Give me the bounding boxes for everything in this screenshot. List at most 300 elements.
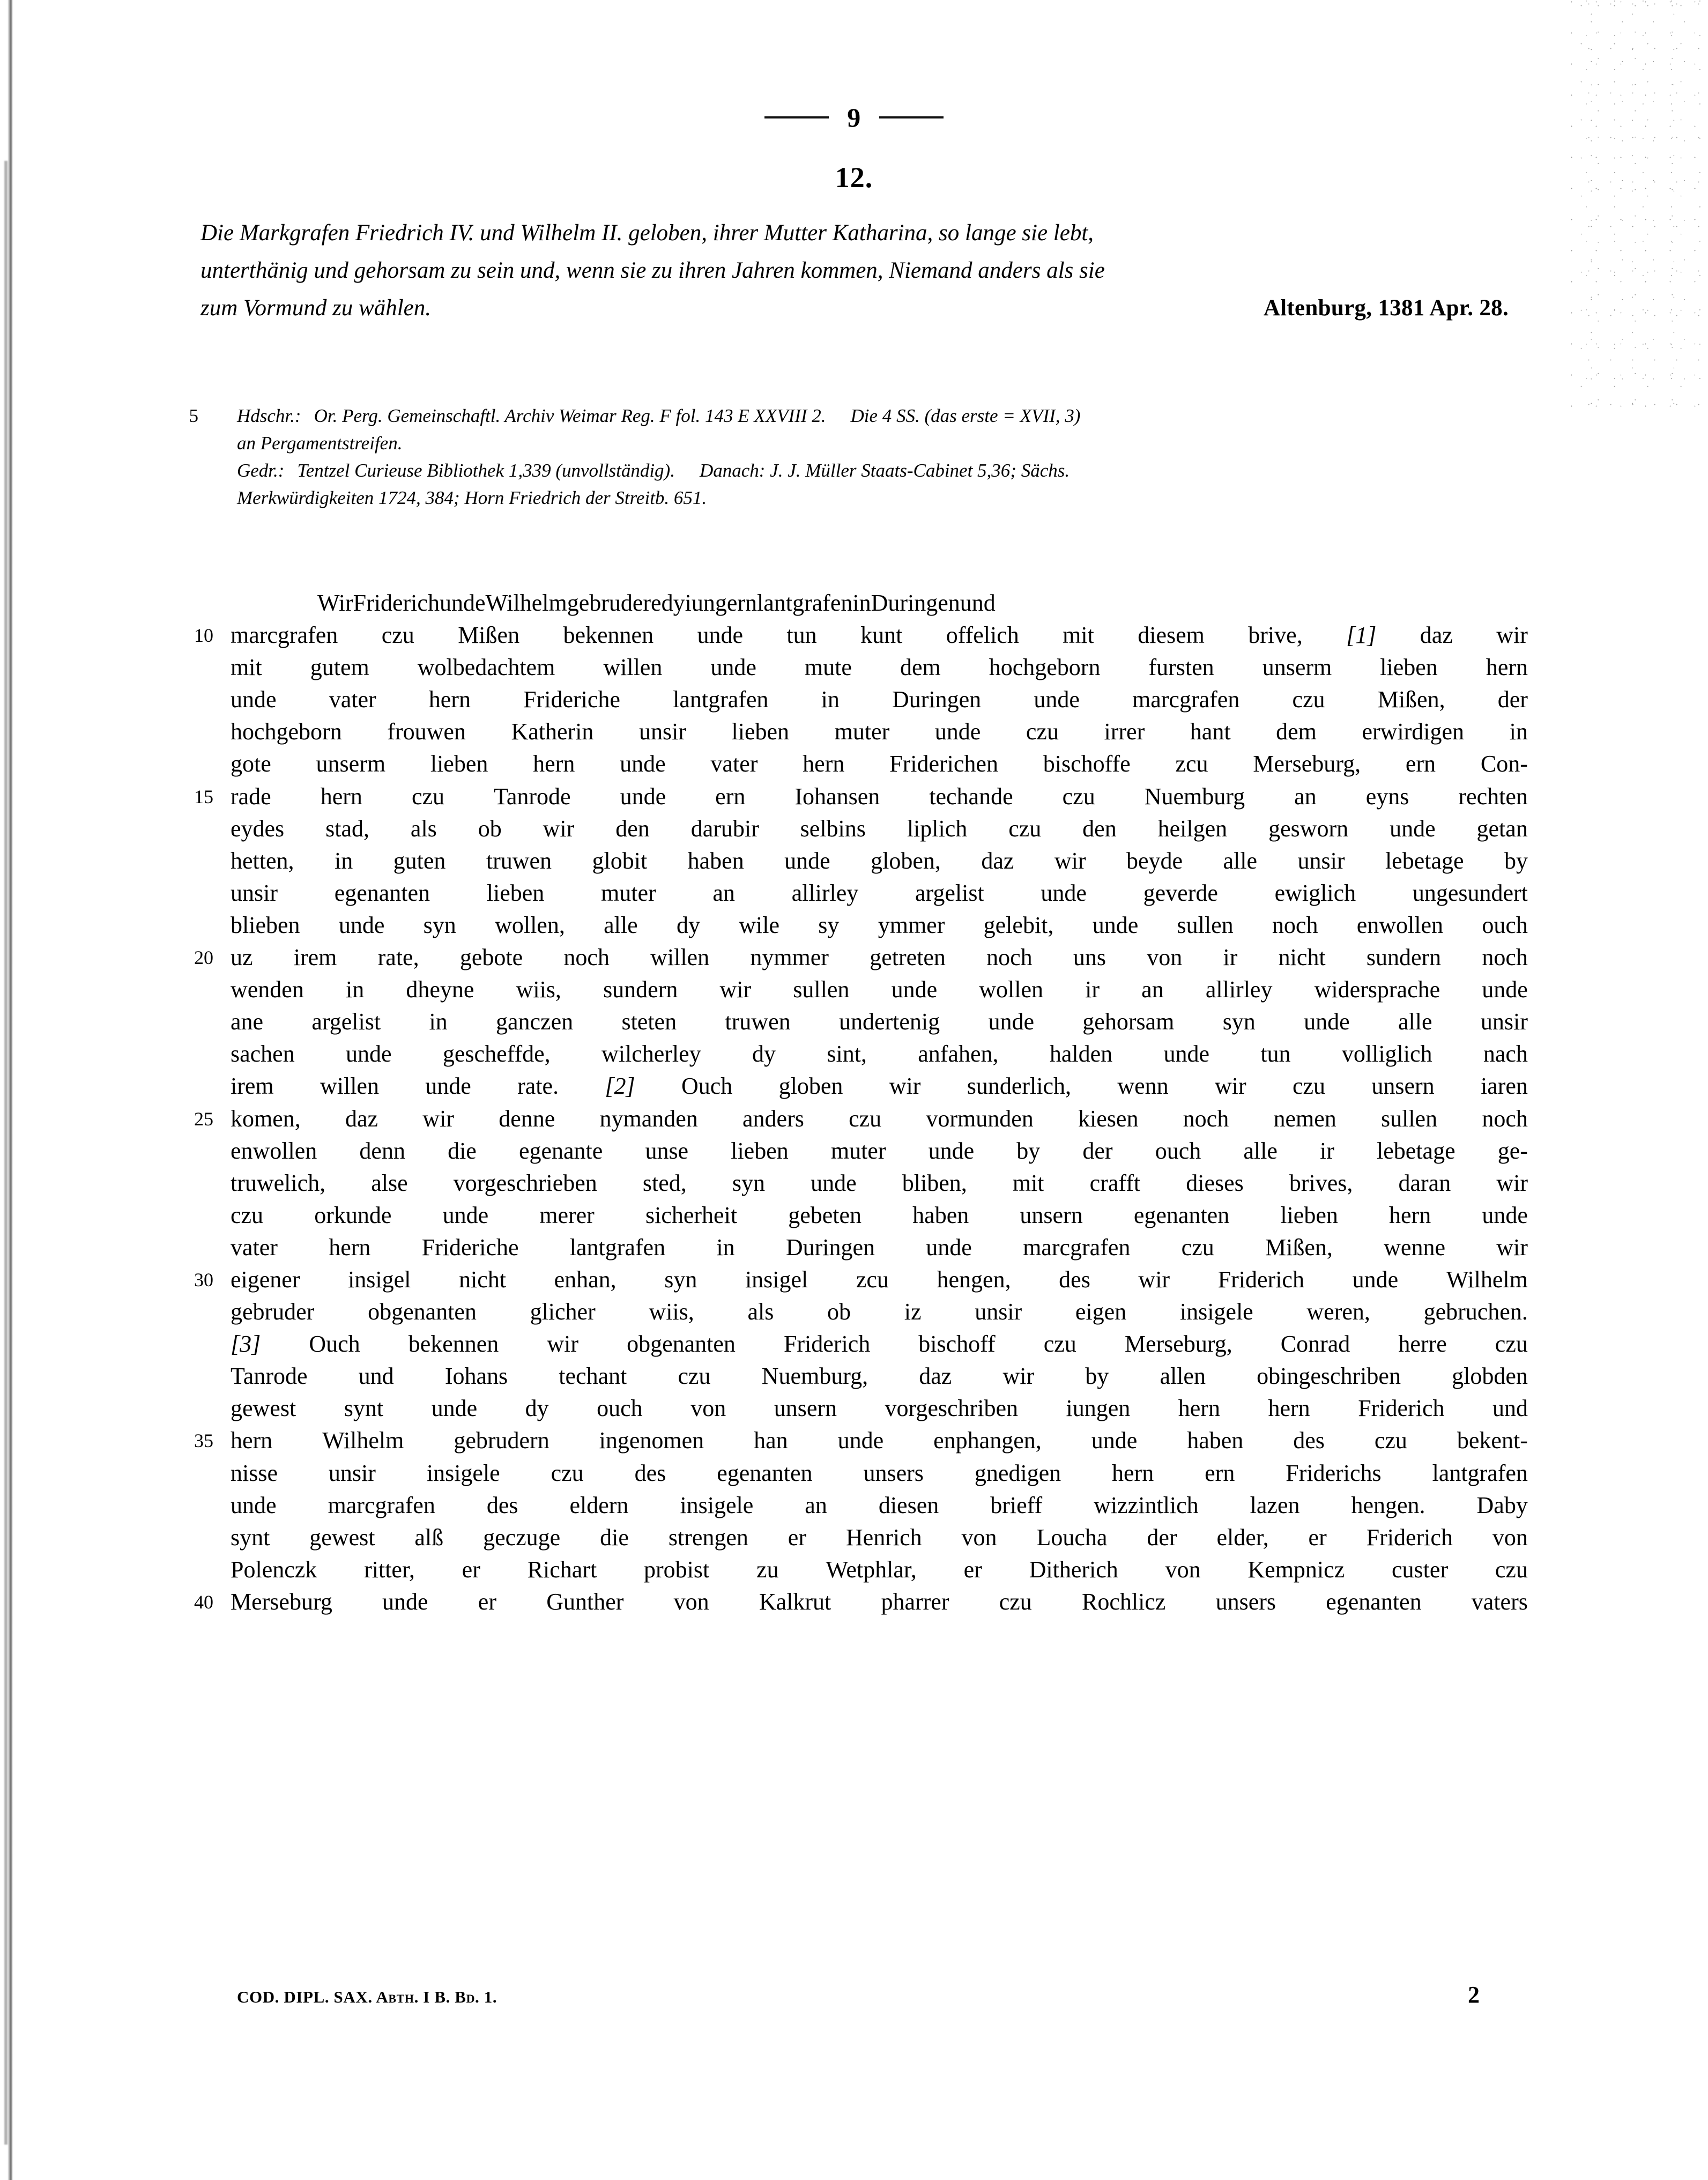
regest-line-2: unterthänig und gehorsam zu sein und, wenn sie zu ihren Jahren kommen, Niemand anders als sie xyxy=(200,258,1105,283)
word: synt xyxy=(231,1524,270,1551)
word: czu xyxy=(1008,815,1042,842)
word: hern xyxy=(803,751,845,777)
source-apparatus xyxy=(177,402,1512,511)
word: iz xyxy=(904,1299,922,1325)
regest-line-1: Die Markgrafen Friedrich IV. und Wilhelm II. geloben, ihrer Mutter Katharina, so lange sie lebt, xyxy=(200,220,1094,246)
word: techande xyxy=(929,783,1013,810)
word: wir xyxy=(1002,1363,1035,1390)
word: Frideriche xyxy=(421,1234,519,1260)
word: Tanrode xyxy=(494,783,571,810)
word: bischoffe xyxy=(1043,751,1131,777)
word: unde xyxy=(442,1202,489,1228)
word: hern xyxy=(533,751,575,777)
word: haben xyxy=(912,1202,969,1228)
word: mit xyxy=(1012,1169,1044,1196)
word: kunt xyxy=(860,622,903,649)
word: wilcherley xyxy=(601,1041,701,1067)
word: an xyxy=(1141,976,1164,1003)
page-footer xyxy=(177,1981,1528,2008)
word: czu xyxy=(1374,1427,1407,1454)
charter-line-text xyxy=(231,941,1528,974)
word: argelist xyxy=(311,1009,381,1035)
word: marcgrafen xyxy=(231,622,338,649)
scan-edge-artifact xyxy=(8,0,13,2180)
word: unsir xyxy=(1297,847,1345,874)
word: frouwen xyxy=(387,718,466,745)
charter-line-number: 30 xyxy=(194,1269,213,1291)
word: synt xyxy=(344,1395,384,1422)
charter-line-text xyxy=(231,1264,1528,1296)
word: wenn xyxy=(1117,1073,1169,1100)
word: des xyxy=(486,1492,518,1518)
word: wir xyxy=(1214,1073,1246,1100)
word: selbins xyxy=(800,815,866,842)
word: halden xyxy=(1049,1041,1113,1067)
charter-line xyxy=(177,1296,1528,1328)
section-marker: [3] xyxy=(231,1331,261,1358)
word: unde xyxy=(811,1169,857,1196)
word: iungern xyxy=(685,590,757,616)
word: lazen xyxy=(1250,1492,1300,1518)
word: geczuge xyxy=(483,1524,561,1551)
word: iaren xyxy=(1480,1073,1528,1100)
word: ir xyxy=(1085,976,1100,1003)
charter-line-text xyxy=(231,619,1528,651)
word: Duringen xyxy=(892,686,982,713)
word: truwen xyxy=(725,1009,791,1035)
word: unde xyxy=(1352,1266,1399,1293)
word: ritter, xyxy=(364,1556,415,1583)
word: denn xyxy=(359,1137,405,1164)
word: sint, xyxy=(827,1041,867,1067)
word: lieben xyxy=(430,751,488,777)
word: unde xyxy=(1390,815,1436,842)
word: unsern xyxy=(1020,1202,1083,1228)
word: Ouch xyxy=(309,1331,360,1358)
word: ane xyxy=(231,1009,264,1035)
running-head xyxy=(0,102,1708,133)
word: unsern xyxy=(774,1395,837,1422)
word: Polenczk xyxy=(231,1556,317,1583)
word: gebrudern xyxy=(454,1427,549,1454)
word: unde xyxy=(231,1492,277,1518)
word: unde xyxy=(1034,686,1080,713)
charter-text xyxy=(177,587,1528,1618)
word: lieben xyxy=(731,1137,789,1164)
word: vorgeschriben xyxy=(885,1395,1018,1422)
word: globden xyxy=(1452,1363,1528,1390)
word: zu xyxy=(756,1556,779,1583)
issue-place-and-date: Altenburg, 1381 Apr. 28. xyxy=(1263,295,1509,321)
word: vater xyxy=(231,1234,278,1260)
charter-line xyxy=(177,781,1528,813)
word: Rochlicz xyxy=(1081,1588,1166,1615)
charter-line-text xyxy=(231,974,1528,1006)
word: vater xyxy=(710,751,758,777)
word: sicherheit xyxy=(645,1202,738,1228)
word: strengen xyxy=(668,1524,748,1551)
word: unde xyxy=(425,1073,471,1100)
word: ern xyxy=(1205,1459,1235,1486)
word: gote xyxy=(231,751,271,777)
word: gewest xyxy=(309,1524,375,1551)
word: von xyxy=(690,1395,726,1422)
rule-left-icon xyxy=(764,116,829,118)
word: brieff xyxy=(990,1492,1043,1518)
word: probist xyxy=(644,1556,710,1583)
word: eigen xyxy=(1075,1299,1127,1325)
word: hern xyxy=(1389,1202,1431,1228)
word: Nuemburg, xyxy=(761,1363,868,1390)
word: irrer xyxy=(1104,718,1145,745)
word: unde xyxy=(837,1427,884,1454)
word: wenne xyxy=(1384,1234,1445,1260)
word: offelich xyxy=(946,622,1019,649)
word: wir xyxy=(1138,1266,1170,1293)
word: czu xyxy=(1181,1234,1214,1260)
word: in xyxy=(334,847,353,874)
word: uz xyxy=(231,944,253,971)
word: by xyxy=(1504,847,1528,874)
word: unde xyxy=(231,686,277,713)
charter-line-text xyxy=(231,781,1528,813)
charter-line-number: 40 xyxy=(194,1591,213,1613)
charter-line xyxy=(177,845,1528,877)
word: Kalkrut xyxy=(759,1588,831,1615)
word: dem xyxy=(900,654,941,681)
word: sachen xyxy=(231,1041,295,1067)
word: lantgrafen xyxy=(1432,1459,1528,1486)
word: unde xyxy=(1482,976,1528,1003)
word: gewest xyxy=(231,1395,296,1422)
word: vormunden xyxy=(926,1105,1034,1132)
word: willen xyxy=(320,1073,379,1100)
charter-line-text xyxy=(231,716,1528,748)
word: insigele xyxy=(1179,1299,1253,1325)
word: lebetage xyxy=(1377,1137,1455,1164)
charter-line xyxy=(177,1199,1528,1232)
charter-line-text xyxy=(231,748,1528,780)
word: er xyxy=(462,1556,480,1583)
word: Ouch xyxy=(681,1073,733,1100)
word: Loucha xyxy=(1036,1524,1108,1551)
word: sullen xyxy=(1177,911,1234,938)
word: Mißen, xyxy=(1265,1234,1333,1260)
word: eyns xyxy=(1365,783,1409,810)
word: gebote xyxy=(459,944,523,971)
word: wir xyxy=(1496,622,1528,649)
word: unde xyxy=(1304,1009,1350,1035)
apparatus-row-hdschr-cont xyxy=(177,429,1512,457)
word: diesem xyxy=(1138,622,1205,649)
word: fursten xyxy=(1148,654,1214,681)
word: als xyxy=(747,1299,774,1325)
word: hern xyxy=(1268,1395,1310,1422)
word: egenante xyxy=(518,1137,603,1164)
charter-line xyxy=(177,1232,1528,1264)
charter-line-text xyxy=(231,1167,1528,1199)
section-marker: [1] xyxy=(1346,622,1377,649)
word: noch xyxy=(1183,1105,1229,1132)
regest-tail-row xyxy=(200,290,1509,327)
word: steten xyxy=(621,1009,677,1035)
word: insigel xyxy=(745,1266,808,1293)
word: des xyxy=(1059,1266,1090,1293)
word: irem xyxy=(293,944,337,971)
word: czu xyxy=(1026,718,1059,745)
word: getreten xyxy=(870,944,946,971)
charter-line-number: 15 xyxy=(194,785,213,807)
word: vorgeschrieben xyxy=(453,1169,597,1196)
word: alse xyxy=(371,1169,408,1196)
charter-line xyxy=(177,909,1528,941)
charter-line xyxy=(177,1425,1528,1457)
charter-line-text xyxy=(231,1103,1528,1135)
charter-line-text xyxy=(231,1232,1528,1264)
word: heilgen xyxy=(1157,815,1228,842)
word: hern xyxy=(1112,1459,1154,1486)
word: syn xyxy=(732,1169,766,1196)
apparatus-row-hdschr xyxy=(177,402,1512,429)
word: wenden xyxy=(231,976,304,1003)
charter-line-text xyxy=(231,1457,1528,1489)
apparatus-row-gedr-cont xyxy=(177,484,1512,511)
charter-line xyxy=(177,1489,1528,1522)
word: hant xyxy=(1190,718,1231,745)
word: nicht xyxy=(1278,944,1326,971)
word: unserm xyxy=(1262,654,1332,681)
page-folio-number: 9 xyxy=(847,102,861,132)
word: Iohans xyxy=(444,1363,508,1390)
word: Wilhelm xyxy=(485,590,567,616)
word: in xyxy=(345,976,365,1003)
word: geverde xyxy=(1143,879,1218,906)
word: nicht xyxy=(458,1266,506,1293)
word: zcu xyxy=(856,1266,889,1293)
word: in xyxy=(429,1009,448,1035)
word: rate. xyxy=(517,1073,559,1100)
word: czu xyxy=(1292,1073,1326,1100)
charter-line xyxy=(177,877,1528,909)
word: wile xyxy=(739,911,779,938)
word: Henrich xyxy=(845,1524,922,1551)
word: Ditherich xyxy=(1029,1556,1118,1583)
charter-line-number: 20 xyxy=(194,947,213,969)
charter-line-number: 10 xyxy=(194,625,213,647)
word: ingenomen xyxy=(599,1427,704,1454)
word: czu xyxy=(381,622,414,649)
word: eigener xyxy=(231,1266,300,1293)
word: brives, xyxy=(1289,1169,1353,1196)
word: unde xyxy=(988,1009,1034,1035)
regest-line-3: zum Vormund zu wählen. xyxy=(200,295,432,321)
word: wir xyxy=(422,1105,454,1132)
charter-line xyxy=(177,1392,1528,1425)
word: noch xyxy=(563,944,610,971)
word: bischoff xyxy=(918,1331,996,1358)
word: wollen xyxy=(979,976,1043,1003)
charter-line xyxy=(177,1586,1528,1618)
word: muter xyxy=(601,879,656,906)
word: muter xyxy=(830,1137,886,1164)
word: techant xyxy=(559,1363,627,1390)
word: syn xyxy=(664,1266,697,1293)
word: haben xyxy=(1187,1427,1244,1454)
word: noch xyxy=(1482,944,1528,971)
word: lieben xyxy=(1280,1202,1338,1228)
word: Friderich xyxy=(1358,1395,1445,1422)
word: daz xyxy=(981,847,1014,874)
word: sundern xyxy=(603,976,678,1003)
word: daz xyxy=(919,1363,952,1390)
word: unde xyxy=(439,590,486,616)
word: egenanten xyxy=(717,1459,813,1486)
charter-line-number: 25 xyxy=(194,1108,213,1130)
word: unsern xyxy=(1371,1073,1435,1100)
charter-line xyxy=(177,1328,1528,1360)
word: nymmer xyxy=(750,944,829,971)
word: Mißen, xyxy=(1377,686,1445,713)
word: unde xyxy=(784,847,830,874)
word: syn xyxy=(1222,1009,1256,1035)
word: ouch xyxy=(597,1395,643,1422)
word: hern xyxy=(320,783,362,810)
word: gebruder xyxy=(231,1299,315,1325)
word: Merseburg, xyxy=(1124,1331,1232,1358)
word: hern xyxy=(428,686,471,713)
word: unde xyxy=(934,718,981,745)
word: den xyxy=(1082,815,1117,842)
word: als xyxy=(410,815,437,842)
word: nymanden xyxy=(599,1105,698,1132)
charter-line xyxy=(177,813,1528,845)
word: Friderichs xyxy=(1286,1459,1382,1486)
apparatus-gedr-text: Tentzel Curieuse Bibliothek 1,339 (unvollständig). xyxy=(297,460,675,481)
word: hengen, xyxy=(937,1266,1011,1293)
word: nisse xyxy=(231,1459,278,1486)
word: wir xyxy=(889,1073,921,1100)
series-press-mark: COD. DIPL. SAX. Abth. I B. Bd. 1. xyxy=(237,1988,497,2006)
word: Conrad xyxy=(1280,1331,1350,1358)
word: gescheffde, xyxy=(442,1041,551,1067)
scan-speckle-artifact xyxy=(1569,0,1708,407)
word: rate, xyxy=(377,944,419,971)
word: dy xyxy=(661,590,685,616)
word: marcgrafen xyxy=(1132,686,1240,713)
word: hochgeborn xyxy=(231,718,342,745)
word: Tanrode xyxy=(231,1363,308,1390)
word: unde xyxy=(620,783,666,810)
charter-line-text xyxy=(231,1296,1528,1328)
charter-line xyxy=(177,1264,1528,1296)
word: in xyxy=(1509,718,1528,745)
charter-line-text xyxy=(231,1328,1528,1360)
word: bekennen xyxy=(408,1331,499,1358)
word: uns xyxy=(1073,944,1107,971)
word: tun xyxy=(1260,1041,1291,1067)
word: ir xyxy=(1320,1137,1334,1164)
word: unsers xyxy=(863,1459,924,1486)
word: herre xyxy=(1398,1331,1447,1358)
word: crafft xyxy=(1089,1169,1141,1196)
word: unsers xyxy=(1215,1588,1276,1615)
word: obingeschriben xyxy=(1257,1363,1401,1390)
apparatus-row-gedr xyxy=(177,457,1512,484)
word: pharrer xyxy=(881,1588,949,1615)
word: ob xyxy=(827,1299,851,1325)
word: ouch xyxy=(1155,1137,1201,1164)
word: darubir xyxy=(690,815,759,842)
word: lebetage xyxy=(1385,847,1464,874)
word: glicher xyxy=(530,1299,596,1325)
word: czu xyxy=(231,1202,264,1228)
word: ouch xyxy=(1482,911,1528,938)
word: czu xyxy=(1495,1331,1528,1358)
word: Duringen xyxy=(785,1234,875,1260)
word: beyde xyxy=(1126,847,1183,874)
word: obgenanten xyxy=(627,1331,736,1358)
word: allen xyxy=(1160,1363,1206,1390)
word: ern xyxy=(715,783,746,810)
word: by xyxy=(1085,1363,1109,1390)
word: enhan, xyxy=(554,1266,617,1293)
word: bekent- xyxy=(1457,1427,1528,1454)
word: unde xyxy=(697,622,744,649)
charter-line xyxy=(177,1554,1528,1586)
word: truwelich, xyxy=(231,1169,326,1196)
word: Duringen xyxy=(871,590,960,616)
apparatus-gedr-continuation: Merkwürdigkeiten 1724, 384; Horn Friedrich der Streitb. 651. xyxy=(237,487,707,508)
charter-line-text xyxy=(231,1199,1528,1232)
word: ob xyxy=(478,815,502,842)
word: gesworn xyxy=(1268,815,1349,842)
word: syn xyxy=(423,911,456,938)
charter-line-text xyxy=(231,877,1528,909)
charter-line xyxy=(177,716,1528,748)
word: hern xyxy=(231,1427,273,1454)
apparatus-hdschr-label: Hdschr.: xyxy=(237,405,301,426)
word: unse xyxy=(645,1137,689,1164)
charter-line-text xyxy=(231,651,1528,684)
word: Friderich xyxy=(353,590,440,616)
charter-line-text xyxy=(317,587,1528,619)
word: alle xyxy=(1243,1137,1278,1164)
word: des xyxy=(634,1459,666,1486)
word: globen, xyxy=(871,847,941,874)
word: unde xyxy=(431,1395,478,1422)
charter-line-text xyxy=(231,1006,1528,1038)
word: gutem xyxy=(310,654,369,681)
charter-line xyxy=(177,1167,1528,1199)
word: von xyxy=(1147,944,1183,971)
word: unde xyxy=(891,976,938,1003)
word: gehorsam xyxy=(1082,1009,1175,1035)
word: von xyxy=(1165,1556,1201,1583)
word: ymmer xyxy=(878,911,945,938)
word: czu xyxy=(678,1363,711,1390)
word: czu xyxy=(1495,1556,1528,1583)
word: argelist xyxy=(915,879,984,906)
word: der xyxy=(1497,686,1528,713)
word: unde xyxy=(1092,911,1139,938)
word: wir xyxy=(547,1331,578,1358)
word: unde xyxy=(1482,1202,1528,1228)
rule-right-icon xyxy=(879,116,944,118)
word: truwen xyxy=(486,847,552,874)
word: hengen. xyxy=(1351,1492,1425,1518)
word: hern xyxy=(1486,654,1528,681)
word: Mißen xyxy=(458,622,520,649)
